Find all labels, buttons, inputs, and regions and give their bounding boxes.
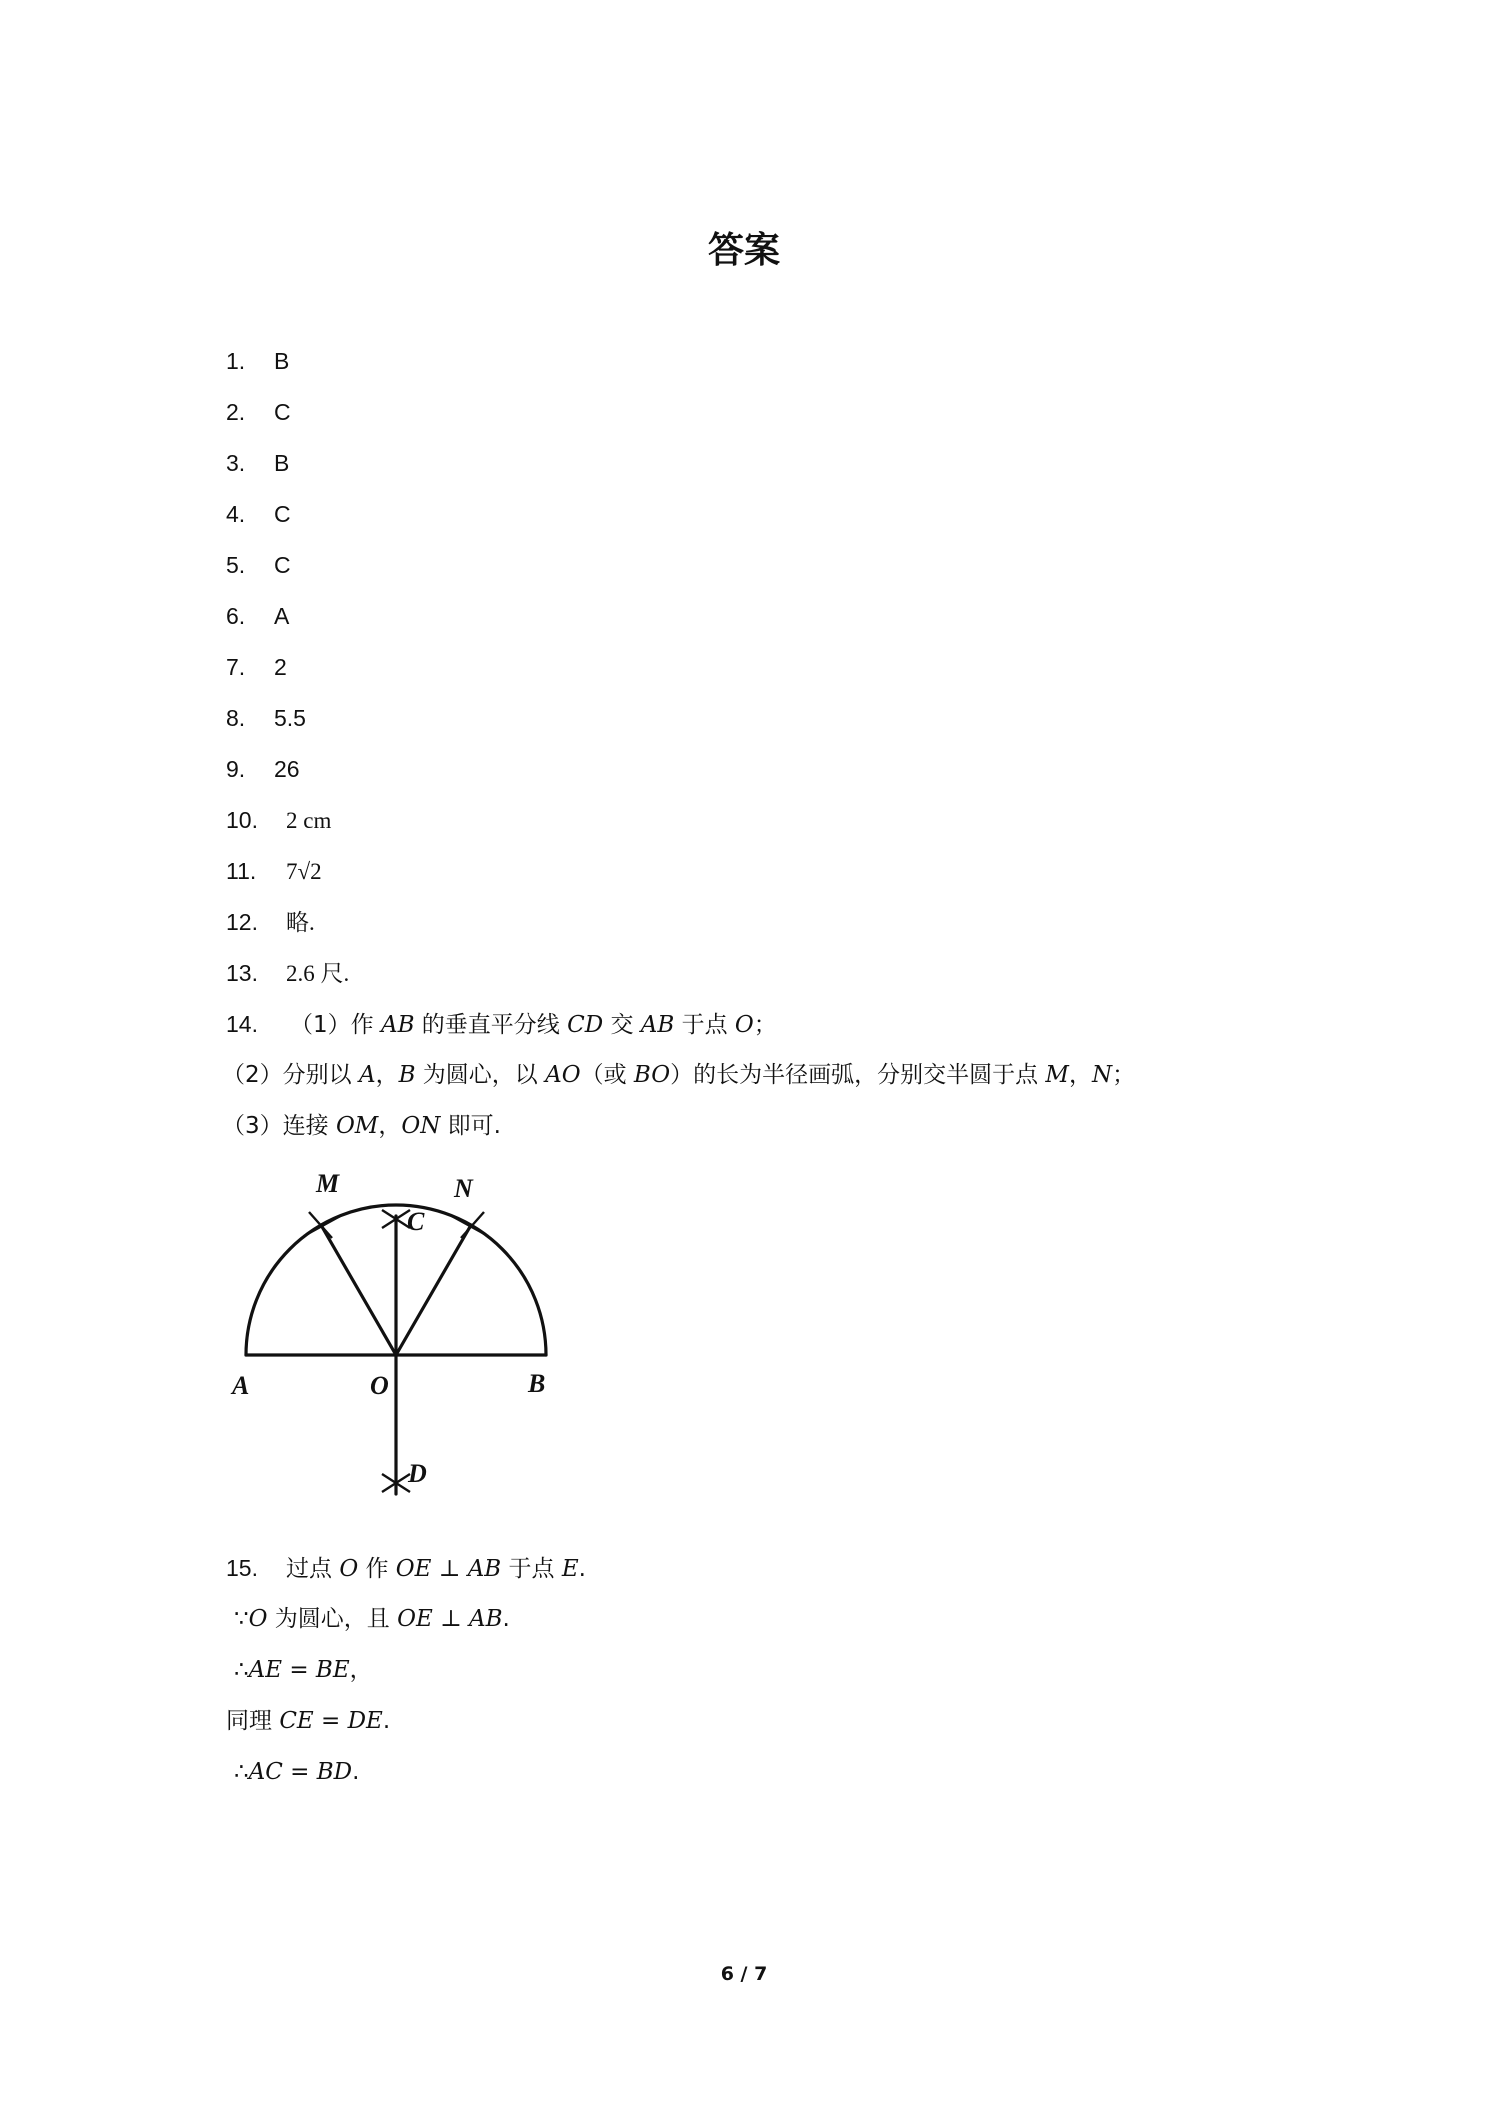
text: 即可. [440,1113,501,1139]
segment-om [321,1225,396,1355]
text: （3）连接 [222,1113,336,1139]
answer-12 [226,907,315,938]
answer-value: 2.6 尺. [286,961,350,986]
answer-number: 12. [226,909,258,935]
label-a: A [232,1371,250,1400]
text: ， [378,1113,402,1139]
math: CD [567,1012,604,1038]
answer-number: 3. [226,450,246,476]
answer-value: 2 cm [286,808,332,833]
text: 为圆心，且 [267,1606,398,1632]
answer-8 [226,703,306,734]
math: O [339,1556,359,1582]
text: 同理 [226,1708,280,1734]
q15-line2 [234,1604,510,1634]
answer-value: 26 [274,756,300,782]
math: AC = BD [248,1759,353,1785]
math: O [248,1606,268,1632]
text: （2）分别以 [222,1062,359,1088]
math: CE = DE [279,1708,383,1734]
math: AO [545,1062,581,1088]
label-n: N [454,1174,473,1203]
answer-5 [226,550,291,581]
answer-1 [226,346,289,377]
text: ）的长为半径画弧，分别交半圆于点 [670,1062,1046,1088]
answer-value: C [274,399,291,425]
answer-number: 6. [226,603,246,629]
math: AB [380,1012,415,1038]
text: ， [375,1062,399,1088]
text: 交 [603,1012,641,1038]
answer-number: 10. [226,807,258,833]
q15-line3 [234,1655,373,1685]
text: （1）作 [290,1012,381,1038]
text: 作 [358,1556,396,1582]
answer-9 [226,754,300,785]
answer-number: 15. [226,1555,258,1581]
q14-step3 [222,1111,501,1141]
answer-number: 7. [226,654,246,680]
text: 过点 [286,1556,340,1582]
q15-line5 [234,1757,359,1787]
q15-line4 [226,1706,390,1736]
answer-value: 略. [286,910,315,935]
answer-number: 14. [226,1011,258,1037]
text: ； [753,1012,777,1038]
text: 的垂直平分线 [414,1012,568,1038]
answer-value: C [274,552,291,578]
math: B [398,1062,416,1088]
page-title: 答案 [707,230,780,271]
text: . [352,1759,360,1785]
math: OE ⊥ AB [395,1556,502,1582]
math: N [1091,1062,1113,1088]
answer-2 [226,397,291,428]
answer-value: 2 [274,654,287,680]
text: 于点 [501,1556,562,1582]
label-c: C [407,1207,425,1236]
math: O [734,1012,754,1038]
answer-number: 1. [226,348,246,374]
answer-number: 8. [226,705,246,731]
text: 为圆心，以 [415,1062,546,1088]
answer-value: A [274,603,290,629]
therefore-symbol: ∴ [234,1657,249,1683]
therefore-symbol: ∴ [234,1759,249,1785]
label-m: M [316,1172,340,1198]
answer-number: 11. [226,858,257,884]
q14-step2 [222,1060,1135,1090]
text: ， [1068,1062,1092,1088]
math: A [358,1062,376,1088]
text: ； [1112,1062,1136,1088]
math: M [1045,1062,1069,1088]
math: AE = BE [248,1657,350,1683]
answer-13 [226,958,349,989]
construction-figure [224,1172,564,1510]
answer-value: B [274,450,290,476]
label-o: O [370,1371,389,1400]
answer-6 [226,601,289,632]
text: . [578,1556,586,1582]
text: （或 [580,1062,634,1088]
math: OE ⊥ AB [397,1606,503,1632]
because-symbol: ∵ [234,1606,249,1632]
answer-4 [226,499,291,530]
math: BO [633,1062,671,1088]
answer-7 [226,652,287,683]
answer-3 [226,448,289,479]
text: 于点 [674,1012,735,1038]
answer-number: 5. [226,552,246,578]
text: . [382,1708,391,1734]
q15-line1 [226,1553,586,1584]
answer-number: 9. [226,756,246,782]
math: ON [401,1113,441,1139]
answer-10 [226,805,331,836]
page-number: 6 / 7 [720,1963,768,1985]
text: ， [349,1657,373,1683]
answer-value: B [274,348,290,374]
label-b: B [528,1369,546,1398]
answer-11 [226,856,322,887]
math: AB [640,1012,675,1038]
math: E [561,1556,579,1582]
segment-on [396,1225,471,1355]
math: OM [335,1113,379,1139]
text: . [502,1606,510,1632]
answer-value: 5.5 [274,705,306,731]
label-d: D [408,1459,427,1488]
answer-value: C [274,501,291,527]
answer-number: 13. [226,960,258,986]
q14-step1 [226,1009,777,1040]
answer-value: 7√2 [286,859,322,884]
answer-number: 4. [226,501,246,527]
answer-number: 2. [226,399,246,425]
